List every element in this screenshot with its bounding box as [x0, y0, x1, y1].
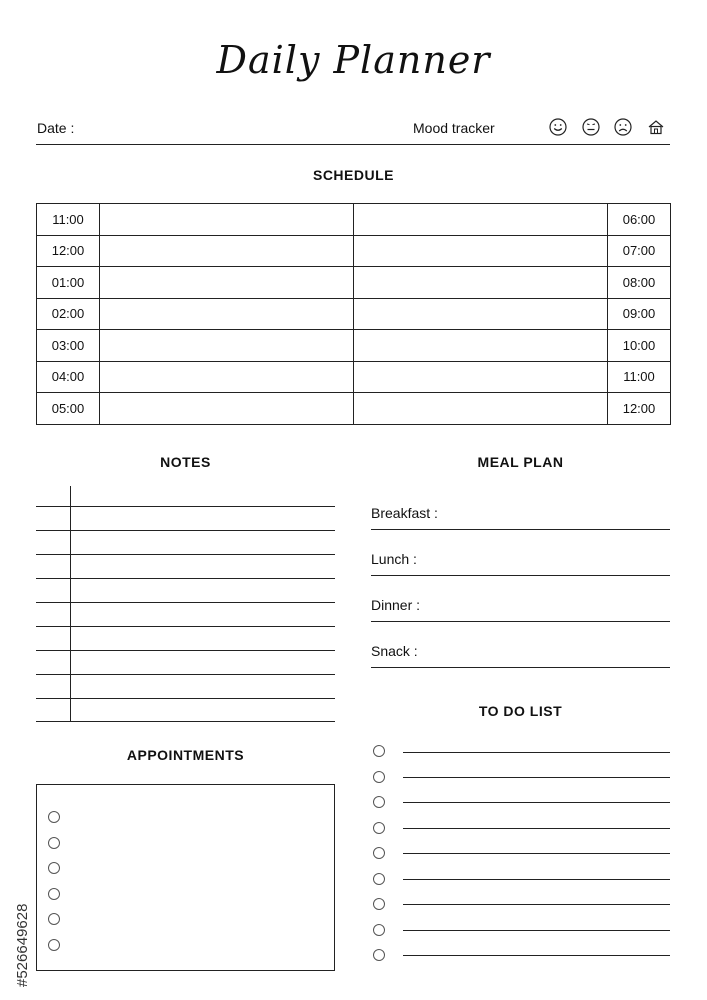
- breakfast-line[interactable]: [371, 529, 670, 530]
- header-divider: [36, 144, 670, 145]
- todo-checkbox[interactable]: [373, 873, 385, 885]
- schedule-slot[interactable]: [354, 361, 608, 393]
- time-cell: 10:00: [608, 330, 671, 362]
- time-cell: 01:00: [37, 267, 100, 299]
- schedule-slot[interactable]: [100, 330, 354, 362]
- appointment-checkbox[interactable]: [48, 939, 60, 951]
- notes-line[interactable]: [36, 721, 335, 722]
- notes-line[interactable]: [36, 530, 335, 531]
- todo-line[interactable]: [403, 853, 670, 854]
- snack-line[interactable]: [371, 667, 670, 668]
- watermark-id: [6, 755, 36, 995]
- todo-checkbox[interactable]: [373, 949, 385, 961]
- time-cell: 08:00: [608, 267, 671, 299]
- table-row: [37, 235, 671, 267]
- time-cell: 11:00: [37, 204, 100, 236]
- notes-line[interactable]: [36, 650, 335, 651]
- mood-tracker-label: Mood tracker: [413, 120, 495, 136]
- dinner-line[interactable]: [371, 621, 670, 622]
- schedule-slot[interactable]: [354, 298, 608, 330]
- page-title: Daily Planner: [216, 38, 491, 82]
- time-cell: 11:00: [608, 361, 671, 393]
- todo-line[interactable]: [403, 777, 670, 778]
- schedule-slot[interactable]: [100, 298, 354, 330]
- notes-line[interactable]: [36, 506, 335, 507]
- schedule-slot[interactable]: [354, 393, 608, 425]
- schedule-slot[interactable]: [100, 393, 354, 425]
- notes-line[interactable]: [36, 674, 335, 675]
- table-row: [37, 361, 671, 393]
- schedule-slot[interactable]: [354, 267, 608, 299]
- table-row: [37, 298, 671, 330]
- notes-line[interactable]: [36, 698, 335, 699]
- schedule-title: SCHEDULE: [312, 167, 394, 183]
- time-cell: 12:00: [608, 393, 671, 425]
- frown-icon[interactable]: [614, 118, 632, 136]
- schedule-table: [36, 203, 671, 425]
- todo-checkbox[interactable]: [373, 771, 385, 783]
- todo-line[interactable]: [403, 955, 670, 956]
- appointment-checkbox[interactable]: [48, 913, 60, 925]
- schedule-slot[interactable]: [100, 204, 354, 236]
- todo-line[interactable]: [403, 802, 670, 803]
- todo-title: TO DO LIST: [478, 703, 563, 719]
- todo-checkbox[interactable]: [373, 898, 385, 910]
- time-cell: 12:00: [37, 235, 100, 267]
- todo-line[interactable]: [403, 930, 670, 931]
- appointments-title: APPOINTMENTS: [126, 747, 245, 763]
- appointment-checkbox[interactable]: [48, 862, 60, 874]
- table-row: [37, 330, 671, 362]
- time-cell: 06:00: [608, 204, 671, 236]
- notes-line[interactable]: [36, 578, 335, 579]
- watermark-id-text: #526649628: [14, 903, 31, 987]
- notes-margin-line: [70, 486, 71, 721]
- lunch-line[interactable]: [371, 575, 670, 576]
- home-icon[interactable]: [647, 118, 665, 136]
- date-label: Date :: [37, 120, 75, 136]
- table-row: [37, 204, 671, 236]
- appointment-checkbox[interactable]: [48, 837, 60, 849]
- appointment-checkbox[interactable]: [48, 811, 60, 823]
- notes-line[interactable]: [36, 626, 335, 627]
- todo-checkbox[interactable]: [373, 796, 385, 808]
- todo-checkbox[interactable]: [373, 822, 385, 834]
- appointments-box: [36, 784, 335, 971]
- snack-label: Snack :: [371, 643, 418, 659]
- notes-line[interactable]: [36, 602, 335, 603]
- table-row: [37, 393, 671, 425]
- breakfast-label: Breakfast :: [371, 505, 438, 521]
- smile-icon[interactable]: [549, 118, 567, 136]
- todo-checkbox[interactable]: [373, 924, 385, 936]
- schedule-slot[interactable]: [354, 204, 608, 236]
- meal-plan-title: MEAL PLAN: [477, 454, 564, 470]
- table-row: [37, 267, 671, 299]
- schedule-slot[interactable]: [354, 235, 608, 267]
- time-cell: 07:00: [608, 235, 671, 267]
- todo-line[interactable]: [403, 828, 670, 829]
- time-cell: 04:00: [37, 361, 100, 393]
- time-cell: 02:00: [37, 298, 100, 330]
- schedule-slot[interactable]: [100, 267, 354, 299]
- dinner-label: Dinner :: [371, 597, 421, 613]
- notes-title: NOTES: [160, 454, 211, 470]
- todo-line[interactable]: [403, 879, 670, 880]
- todo-checkbox[interactable]: [373, 847, 385, 859]
- notes-line[interactable]: [36, 554, 335, 555]
- todo-checkbox[interactable]: [373, 745, 385, 757]
- time-cell: 03:00: [37, 330, 100, 362]
- schedule-slot[interactable]: [100, 235, 354, 267]
- todo-line[interactable]: [403, 904, 670, 905]
- schedule-slot[interactable]: [354, 330, 608, 362]
- time-cell: 05:00: [37, 393, 100, 425]
- appointment-checkbox[interactable]: [48, 888, 60, 900]
- todo-line[interactable]: [403, 752, 670, 753]
- time-cell: 09:00: [608, 298, 671, 330]
- lunch-label: Lunch :: [371, 551, 417, 567]
- neutral-face-icon[interactable]: [582, 118, 600, 136]
- schedule-slot[interactable]: [100, 361, 354, 393]
